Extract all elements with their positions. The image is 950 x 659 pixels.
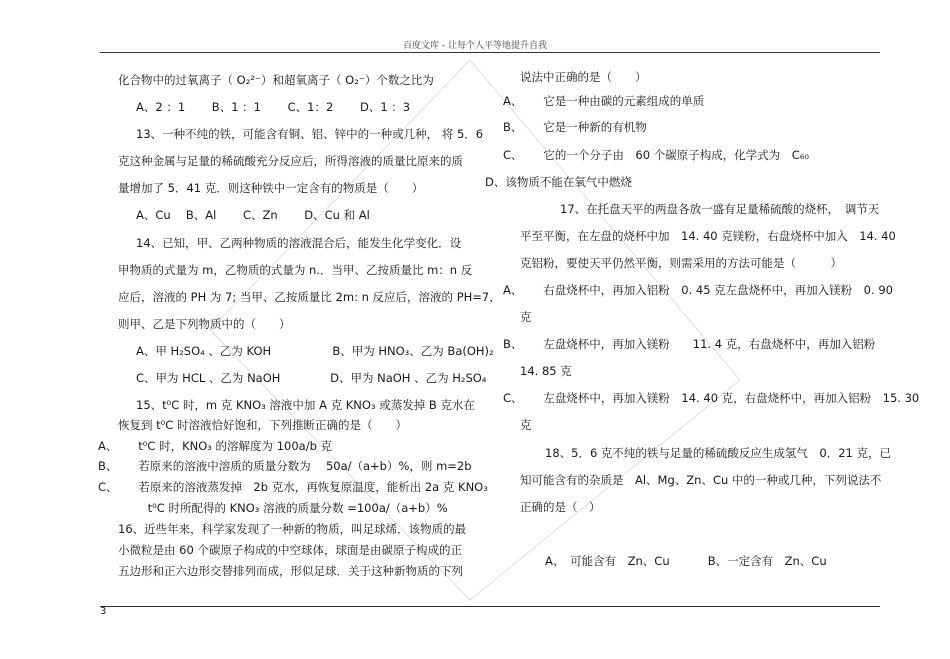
left-line-17: t⁰C 时所配得的 KNO₃ 溶液的质量分数 =100a/（a+b）% xyxy=(98,501,448,515)
right-line-8: A、 右盘烧杯中，再加入铝粉 0. 45 克左盘烧杯中，再加入镁粉 0. 90 xyxy=(503,283,893,297)
right-line-9: 克 xyxy=(520,310,532,324)
left-line-10: A、甲 H₂SO₄ 、乙为 KOH B、甲为 HNO₃、乙为 Ba(OH)₂ xyxy=(136,344,494,358)
left-line-14: A、 t⁰C 时，KNO₃ 的溶解度为 100a/b 克 xyxy=(98,439,333,453)
left-line-16: C、 若原来的溶液蒸发掉 2b 克水，再恢复原温度，能析出 2a 克 KNO₃ xyxy=(98,480,488,494)
left-line-13: 恢复到 t⁰C 时溶液恰好饱和，下列推断正确的是（ ） xyxy=(118,418,407,432)
page-number: 3 xyxy=(100,606,107,617)
left-line-9: 则甲、乙是下列物质中的（ ） xyxy=(118,317,291,331)
right-line-4: D、该物质不能在氧气中燃烧 xyxy=(485,175,632,189)
left-line-15: B、 若原来的溶液中溶质的质量分数为 50a/（a+b）%，则 m=2b xyxy=(98,459,472,473)
left-line-18: 16、近些年来，科学家发现了一种新的物质，叫足球烯．该物质的最 xyxy=(118,522,467,536)
right-line-0: 说法中正确的是（ ） xyxy=(520,70,647,84)
right-line-7: 克铝粉，要使天平仍然平衡，则需采用的方法可能是（ ） xyxy=(520,256,842,270)
left-line-20: 五边形和正六边形交替排列而成，形似足球．关于这种新物质的下列 xyxy=(118,564,463,578)
page-header: 百度文库 - 让每个人平等地提升自我 xyxy=(403,41,547,51)
right-line-2: B、 它是一种新的有机物 xyxy=(503,120,647,134)
right-line-12: C、 左盘烧杯中，再加入镁粉 14. 40 克，右盘烧杯中，再加入铝粉 15. 30 xyxy=(503,391,920,405)
left-line-11: C、甲为 HCL 、乙为 NaOH D、甲为 NaOH 、乙为 H₂SO₄ xyxy=(136,371,487,385)
right-line-13: 克 xyxy=(520,418,532,432)
left-line-12: 15、t⁰C 时，m 克 KNO₃ 溶液中加 A 克 KNO₃ 或蒸发掉 B 克水在 xyxy=(136,398,475,412)
left-line-2: 13、一种不纯的铁，可能含有铜、铝、锌中的一种或几种， 将 5．6 xyxy=(136,127,484,141)
right-line-11: 14. 85 克 xyxy=(520,364,572,378)
left-line-8: 应后，溶液的 PH 为 7; 当甲、乙按质量比 2m: n 反应后，溶液的 PH=7， xyxy=(118,290,501,304)
right-line-3: C、 它的一个分子由 60 个碳原子构成，化学式为 C₆₀ xyxy=(503,148,809,162)
right-line-15: 知可能含有的杂质是 Al、Mg、Zn、Cu 中的一种或几种，下列说法不 xyxy=(520,473,882,487)
left-line-0: 化合物中的过氧离子（ O₂²⁻）和超氧离子（ O₂⁻）个数之比为 xyxy=(118,73,434,87)
right-line-14: 18、5．6 克不纯的铁与足量的稀硫酸反应生成氢气 0．21 克，已 xyxy=(545,446,892,460)
right-line-16: 正确的是（ ） xyxy=(520,500,601,514)
left-line-1: A、2 ：1 B、1 ：1 C、1：2 D、1 ：3 xyxy=(136,100,411,114)
footer-rule xyxy=(100,606,880,607)
right-line-6: 平至平衡，在左盘的烧杯中加 14. 40 克镁粉，右盘烧杯中加入 14. 40 xyxy=(520,229,896,243)
right-line-10: B、 左盘烧杯中，再加入镁粉 11. 4 克，右盘烧杯中，再加入铝粉 xyxy=(503,337,876,351)
left-line-3: 克这种金属与足量的稀硫酸充分反应后，所得溶液的质量比原来的质 xyxy=(118,154,463,168)
left-line-5: A、Cu B、Al C、Zn D、Cu 和 Al xyxy=(136,208,370,222)
left-line-7: 甲物质的式量为 m，乙物质的式量为 n.．当甲、乙按质量比 m：n 反 xyxy=(118,263,473,277)
left-line-19: 小微粒是由 60 个碳原子构成的中空球体，球面是由碳原子构成的正 xyxy=(118,543,462,557)
right-line-1: A、 它是一种由碳的元素组成的单质 xyxy=(503,94,705,108)
left-line-6: 14、已知，甲、乙两种物质的溶液混合后，能发生化学变化．设 xyxy=(136,236,462,250)
right-line-5: 17、在托盘天平的两盘各放一盛有足量稀硫酸的烧杯， 调节天 xyxy=(560,202,880,216)
right-line-17: A、 可能含有 Zn、Cu B、一定含有 Zn、Cu xyxy=(545,554,827,568)
left-line-4: 量增加了 5．41 克．则这种铁中一定含有的物质是（ ） xyxy=(118,181,424,195)
